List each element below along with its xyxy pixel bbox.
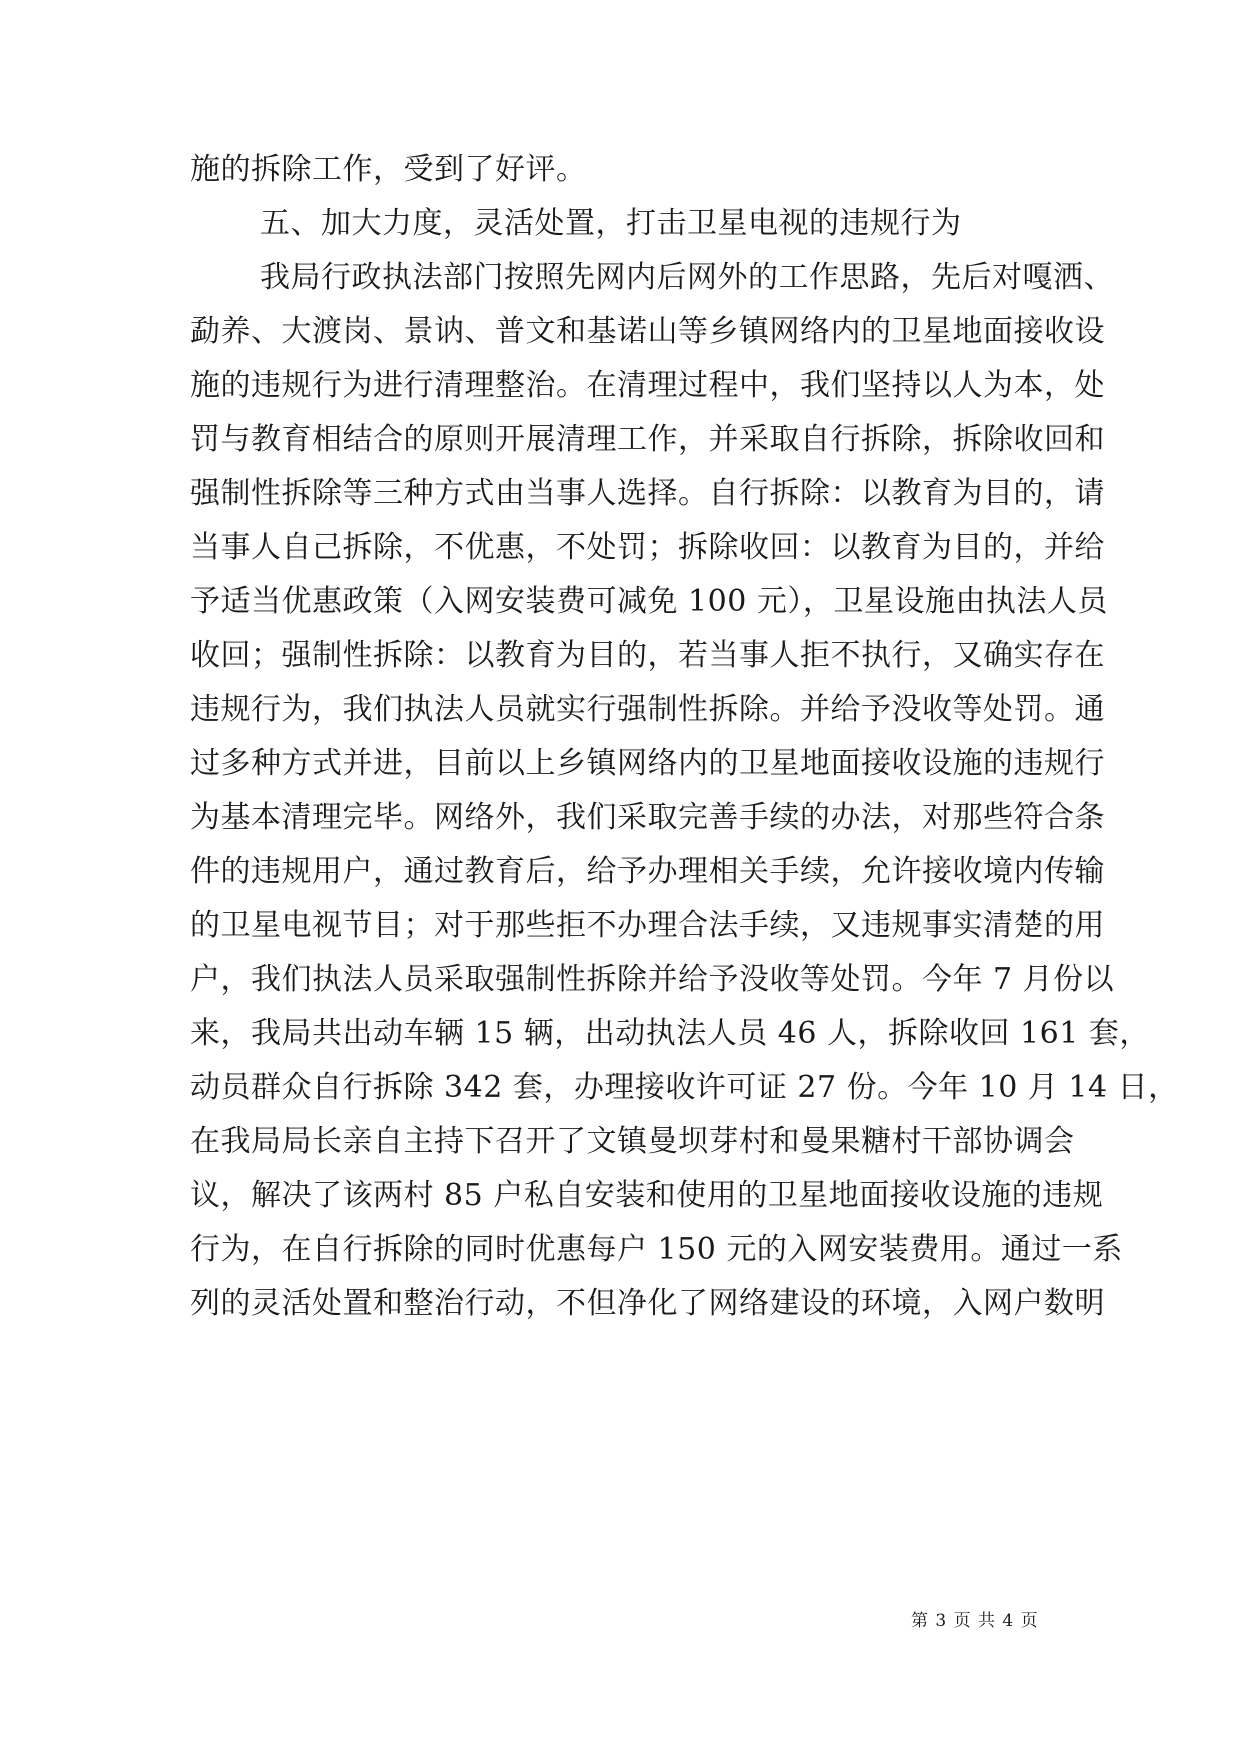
section-heading: 五、加大力度，灵活处置，打击卫星电视的违规行为 bbox=[260, 206, 962, 241]
body-text-line: 收回；强制性拆除：以教育为目的，若当事人拒不执行，又确实存在 bbox=[190, 638, 1105, 673]
body-text-line: 施的违规行为进行清理整治。在清理过程中，我们坚持以人为本，处 bbox=[190, 368, 1105, 403]
body-text-line: 行为，在自行拆除的同时优惠每户 150 元的入网安装费用。通过一系 bbox=[190, 1232, 1123, 1267]
body-text-line: 动员群众自行拆除 342 套，办理接收许可证 27 份。今年 10 月 14 日， bbox=[190, 1070, 1179, 1105]
body-text-line: 过多种方式并进，目前以上乡镇网络内的卫星地面接收设施的违规行 bbox=[190, 746, 1105, 781]
body-text-line: 强制性拆除等三种方式由当事人选择。自行拆除：以教育为目的，请 bbox=[190, 476, 1105, 511]
body-text-line: 列的灵活处置和整治行动，不但净化了网络建设的环境，入网户数明 bbox=[190, 1286, 1105, 1321]
body-text-line: 罚与教育相结合的原则开展清理工作，并采取自行拆除，拆除收回和 bbox=[190, 422, 1105, 457]
body-text-line: 勐养、大渡岗、景讷、普文和基诺山等乡镇网络内的卫星地面接收设 bbox=[190, 314, 1105, 349]
body-text-line: 为基本清理完毕。网络外，我们采取完善手续的办法，对那些符合条 bbox=[190, 800, 1105, 835]
body-text-line: 来，我局共出动车辆 15 辆，出动执法人员 46 人，拆除收回 161 套， bbox=[190, 1016, 1150, 1051]
body-text-line: 在我局局长亲自主持下召开了文镇曼坝芽村和曼果糖村干部协调会 bbox=[190, 1124, 1075, 1159]
body-text-line: 予适当优惠政策（入网安装费可减免 100 元），卫星设施由执法人员 bbox=[190, 584, 1108, 619]
body-text-line: 当事人自己拆除，不优惠，不处罚；拆除收回：以教育为目的，并给 bbox=[190, 530, 1105, 565]
body-text-line: 件的违规用户，通过教育后，给予办理相关手续，允许接收境内传输 bbox=[190, 854, 1105, 889]
body-text-line: 施的拆除工作，受到了好评。 bbox=[190, 152, 587, 187]
body-text-line: 我局行政执法部门按照先网内后网外的工作思路，先后对嘎洒、 bbox=[260, 260, 1114, 295]
body-text-line: 的卫星电视节目；对于那些拒不办理合法手续，又违规事实清楚的用 bbox=[190, 908, 1105, 943]
page-number: 第 3 页 共 4 页 bbox=[911, 1611, 1039, 1631]
body-text-line: 违规行为，我们执法人员就实行强制性拆除。并给予没收等处罚。通 bbox=[190, 692, 1105, 727]
body-text-line: 户，我们执法人员采取强制性拆除并给予没收等处罚。今年 7 月份以 bbox=[190, 962, 1115, 997]
body-text-line: 议，解决了该两村 85 户私自安装和使用的卫星地面接收设施的违规 bbox=[190, 1178, 1104, 1213]
